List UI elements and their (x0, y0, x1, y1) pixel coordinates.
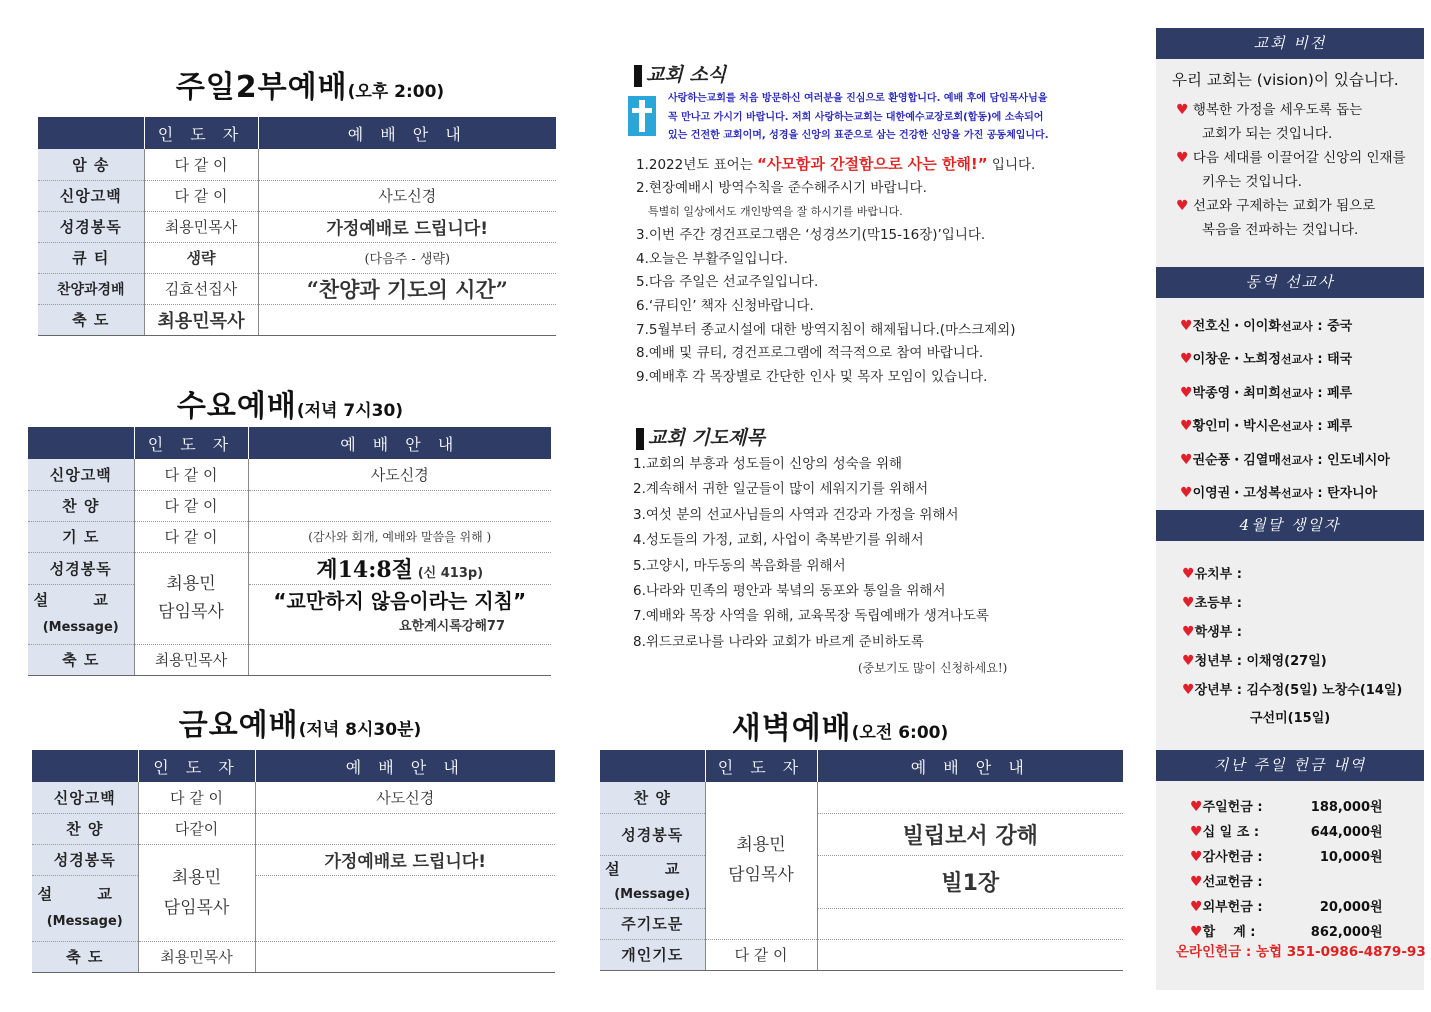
row-label: 찬 양 (28, 490, 134, 521)
list-item: 1.교회의 부흥과 성도들이 신앙의 성숙을 위해 (633, 456, 903, 472)
row-note (255, 875, 555, 941)
list-item (1190, 895, 1383, 920)
missionary-country: : 페루 (1312, 385, 1353, 401)
missionary-country: : 태국 (1312, 352, 1353, 368)
row-label: 암 송 (38, 149, 144, 180)
table-row (600, 939, 1123, 970)
list-item (1190, 820, 1383, 845)
row-leader: 생략 (144, 242, 258, 273)
heart-icon: ♥ (1180, 384, 1193, 401)
wednesday-time: (저녁 7시30) (296, 401, 404, 421)
leader-title: 담임목사 (163, 897, 230, 918)
heart-icon: ♥ (1190, 924, 1203, 940)
missionary-names: 권순풍・김열매 (1192, 452, 1281, 468)
row-note (258, 304, 556, 335)
row-note (817, 908, 1123, 939)
dawn-title (610, 703, 1070, 747)
heart-icon: ♥ (1180, 351, 1193, 368)
row-leader: 다 같 이 (134, 490, 248, 521)
list-item: 4.성도들의 가정, 교회, 사업이 축복받기를 위해서 (633, 532, 924, 549)
table-row (38, 273, 556, 304)
row-hymn (248, 552, 551, 584)
offering-list (1190, 795, 1383, 945)
row-sermon (248, 584, 551, 644)
birthday-heading: 4월달 생일자 (1156, 510, 1424, 541)
list-item (1182, 589, 1402, 618)
offering-label: 십 일 조 : (1202, 825, 1260, 840)
row-note (248, 490, 551, 521)
prayer-note: (중보기도 많이 신청하세요!) (858, 661, 1008, 675)
vision-intro: 우리 교회는 (vision)이 있습니다. (1172, 71, 1399, 89)
offering-amount: 862,000원 (1310, 925, 1383, 940)
missionary-country: : 페루 (1312, 419, 1353, 435)
list-item: 2.계속해서 귀한 일군들이 많이 세워지기를 위해서 (633, 481, 929, 498)
col-header-leader: 인 도 자 (705, 750, 817, 782)
intro-line: 사랑하는교회를 처음 방문하신 여러분을 진심으로 환영합니다. 예배 후에 담임목사님을 (668, 93, 1048, 104)
table-row (28, 521, 551, 552)
list-item: 9.예배후 각 목장별로 간단한 인사 및 목자 모임이 있습니다. (636, 368, 988, 385)
offering-amount: 644,000원 (1310, 825, 1383, 840)
heart-icon: ♥ (1182, 653, 1195, 669)
birthday-list (1182, 560, 1402, 733)
row-leader: 다 같 이 (705, 939, 817, 970)
row-label: 신앙고백 (32, 782, 138, 813)
list-item (1180, 477, 1390, 510)
list-item (1190, 845, 1383, 870)
vision-heading: 교회 비전 (1156, 28, 1424, 59)
intro-line: 꼭 만나고 가시기 바랍니다. 저희 사랑하는교회는 대한예수교장로회(합동)에 소속되어 (668, 111, 1044, 123)
sermon-series: 요한계시록강해77 (399, 619, 505, 634)
dawn-title-text: 새벽예배 (731, 711, 852, 746)
row-label: 성경봉독 (38, 211, 144, 242)
list-item: 3.이번 주간 경건프로그램은 ‘성경쓰기(막15-16장)’입니다. (636, 227, 986, 244)
heart-icon: ♥ (1182, 682, 1195, 698)
col-header-blank (28, 427, 134, 459)
dawn-table (600, 750, 1123, 971)
list-item: 5.고양시, 마두동의 복음화를 위해서 (633, 557, 846, 574)
row-leader: 다 같 이 (134, 459, 248, 490)
list-item (1182, 618, 1402, 647)
row-leader: 최용민목사 (134, 644, 248, 675)
prayer-heading (636, 423, 765, 450)
list-item: 특별히 일상에서도 개인방역을 잘 하시기를 바랍니다. (648, 205, 903, 219)
heart-icon: ♥ (1190, 824, 1203, 840)
missionary-names: 황인미・박시은 (1192, 419, 1281, 435)
intro-line: 있는 건전한 교회이며, 성경을 신앙의 표준으로 삼는 건강한 신앙을 가진 공동체입니다. (668, 130, 1049, 141)
row-label: 성경봉독 (28, 552, 134, 584)
table-row (28, 490, 551, 521)
message-label: (Message) (46, 914, 123, 929)
row-leader: 최용민목사 (138, 941, 255, 972)
online-offering: 온라인헌금 : 농협 351-0986-4879-93 (1176, 944, 1426, 960)
row-note: 가정예배로 드립니다! (258, 211, 556, 242)
row-note (817, 939, 1123, 970)
wednesday-title (40, 381, 540, 425)
col-header-guide: 예 배 안 내 (255, 750, 555, 782)
row-note (255, 813, 555, 844)
row-note (248, 644, 551, 675)
news-item1-pre: 1.2022년도 표어는 (636, 157, 758, 173)
missionary-names: 박종영・최미희 (1192, 385, 1281, 401)
list-item: 3.여섯 분의 선교사님들의 사역과 건강과 가정을 위해서 (633, 506, 959, 523)
list-item (1176, 98, 1406, 122)
missionary-country: : 탄자니아 (1312, 486, 1378, 502)
missionary-list (1180, 310, 1390, 510)
leader-title: 담임목사 (158, 602, 224, 622)
missionary-role: 선교사 (1280, 420, 1313, 434)
row-label: 성경봉독 (600, 813, 705, 855)
row-label: 신앙고백 (38, 180, 144, 211)
missionary-role: 선교사 (1280, 487, 1313, 501)
offering-label: 감사헌금 : (1202, 850, 1263, 865)
row-leader: 최용민목사 (144, 211, 258, 242)
row-label (28, 584, 134, 644)
news-intro (668, 90, 1108, 146)
offering-amount: 10,000원 (1319, 850, 1383, 865)
hymn-text: 계14:8절 (316, 556, 413, 583)
news-list (636, 153, 1035, 389)
list-item: 5.다음 주일은 선교주일입니다. (636, 274, 819, 291)
table-row (600, 813, 1123, 855)
news-motto: “사모함과 간절함으로 사는 한해!” (757, 155, 988, 173)
news-item1-post: 입니다. (987, 157, 1036, 173)
table-row (38, 211, 556, 242)
vision-line: 다음 세대를 이끌어갈 신앙의 인재를 (1192, 150, 1406, 166)
list-item (1180, 310, 1390, 343)
row-leader (134, 552, 248, 644)
row-leader: 다같이 (138, 813, 255, 844)
list-item (636, 153, 1035, 177)
sunday-title-text: 주일2부예배 (175, 70, 348, 105)
row-leader: 다 같 이 (144, 180, 258, 211)
heading-bar (634, 65, 642, 87)
list-item (1182, 560, 1402, 589)
table-row (28, 552, 551, 584)
row-leader: 다 같 이 (134, 521, 248, 552)
list-item (1190, 795, 1383, 820)
row-note (258, 149, 556, 180)
heart-icon: ♥ (1180, 485, 1193, 502)
col-header-leader: 인 도 자 (138, 750, 255, 782)
offering-label: 외부헌금 : (1202, 900, 1263, 915)
leader-name: 최용민 (736, 835, 786, 856)
row-leader: 다 같 이 (144, 149, 258, 180)
list-item (1182, 676, 1402, 705)
missionary-heading: 동역 선교사 (1156, 267, 1424, 298)
row-label: 주기도문 (600, 908, 705, 939)
birthday-line: 청년부 : 이채영(27일) (1194, 654, 1327, 669)
list-item: 8.위드코로나를 나라와 교회가 바르게 준비하도록 (633, 633, 924, 650)
wednesday-title-text: 수요예배 (176, 389, 297, 424)
heart-icon: ♥ (1190, 849, 1203, 865)
news-heading (634, 60, 726, 87)
table-row (38, 149, 556, 180)
wednesday-table (28, 427, 551, 676)
friday-table (32, 750, 555, 973)
birthday-line: 초등부 : (1194, 596, 1242, 611)
row-note: 사도신경 (255, 782, 555, 813)
heart-icon: ♥ (1190, 899, 1203, 915)
list-item: 구선미(15일) (1250, 711, 1331, 726)
row-note: (감사와 회개, 예배와 말씀을 위해 ) (248, 521, 551, 552)
row-note: 사도신경 (258, 180, 556, 211)
list-item: 4.오늘은 부활주일입니다. (636, 250, 788, 267)
heart-icon: ♥ (1182, 624, 1195, 640)
row-leader: 김효선집사 (144, 273, 258, 304)
missionary-names: 전호신・이이화 (1192, 319, 1281, 334)
heart-icon: ♥ (1190, 799, 1203, 815)
row-note: “찬양과 기도의 시간” (258, 273, 556, 304)
prayer-heading-text: 교회 기도제목 (648, 427, 765, 449)
list-item: 교회가 되는 것입니다. (1202, 126, 1333, 142)
vision-line: 선교와 구제하는 교회가 됨으로 (1192, 198, 1376, 214)
row-leader (705, 782, 817, 939)
message-label: (Message) (42, 620, 119, 635)
missionary-role: 선교사 (1280, 353, 1313, 367)
row-label (600, 855, 705, 908)
list-item: 8.예배 및 큐티, 경건프로그램에 적극적으로 참여 바랍니다. (636, 345, 984, 362)
row-note: 사도신경 (248, 459, 551, 490)
col-header-blank (38, 117, 144, 149)
dawn-time: (오전 6:00) (851, 723, 949, 743)
heart-icon: ♥ (1190, 874, 1203, 890)
table-row (38, 180, 556, 211)
leader-name: 최용민 (166, 574, 216, 594)
table-row (38, 304, 556, 335)
offering-label: 선교헌금 : (1202, 875, 1263, 890)
col-header-guide: 예 배 안 내 (817, 750, 1123, 782)
missionary-role: 선교사 (1280, 453, 1313, 467)
table-row (600, 782, 1123, 813)
table-row (28, 459, 551, 490)
birthday-line: 유치부 : (1194, 567, 1242, 582)
row-note: 가정예배로 드립니다! (255, 844, 555, 875)
table-row (28, 584, 551, 644)
row-note: 빌립보서 강해 (817, 813, 1123, 855)
table-row (32, 844, 555, 875)
row-label: 기 도 (28, 521, 134, 552)
prayer-list (633, 452, 989, 655)
offering-amount: 20,000원 (1319, 900, 1383, 915)
table-row (38, 242, 556, 273)
list-item (1180, 377, 1390, 410)
table-row (600, 908, 1123, 939)
row-label: 개인기도 (600, 939, 705, 970)
row-label: 성경봉독 (32, 844, 138, 875)
col-header-guide: 예 배 안 내 (258, 117, 556, 149)
list-item (1180, 343, 1390, 376)
row-label (32, 875, 138, 941)
heart-icon: ♥ (1182, 595, 1195, 611)
sermon-label: 설 교 (605, 859, 700, 878)
heart-icon: ♥ (1180, 451, 1193, 468)
heart-icon: ♥ (1180, 418, 1193, 435)
col-header-leader: 인 도 자 (134, 427, 248, 459)
table-row (32, 782, 555, 813)
leader-name: 최용민 (171, 867, 222, 888)
heading-bar (636, 428, 644, 450)
cross-icon (628, 96, 656, 136)
list-item: 6.나라와 민족의 평안과 북녘의 동포와 통일을 위해서 (633, 582, 946, 599)
list-item (1182, 647, 1402, 676)
row-label: 축 도 (38, 304, 144, 335)
vision-line: 행복한 가정을 세우도록 돕는 (1192, 102, 1363, 118)
list-item (1176, 194, 1406, 218)
friday-time: (저녁 8시30분) (298, 720, 422, 740)
list-item: 7.5월부터 종교시설에 대한 방역지침이 해제됩니다.(마스크제외) (636, 321, 1016, 338)
missionary-names: 이영권・고성복 (1192, 486, 1281, 502)
sermon-label: 설 교 (33, 591, 128, 609)
list-item (1180, 410, 1390, 443)
sermon-label: 설 교 (37, 885, 132, 903)
missionary-role: 선교사 (1280, 320, 1313, 333)
message-label: (Message) (614, 886, 691, 902)
row-note (255, 941, 555, 972)
friday-title (50, 700, 550, 744)
birthday-line: 학생부 : (1194, 625, 1242, 640)
vision-list (1176, 98, 1406, 242)
sermon-title: “교만하지 않음이라는 지침” (273, 589, 527, 613)
heart-icon: ♥ (1182, 566, 1195, 582)
col-header-leader: 인 도 자 (144, 117, 258, 149)
row-leader: 최용민목사 (144, 304, 258, 335)
heart-icon: ♥ (1180, 318, 1193, 334)
list-item: 7.예배와 목장 사역을 위해, 교육목장 독립예배가 생겨나도록 (633, 608, 989, 625)
friday-title-text: 금요예배 (178, 708, 299, 743)
leader-title: 담임목사 (728, 865, 794, 886)
birthday-line: 장년부 : 김수정(5일) 노창수(14일) (1194, 683, 1403, 698)
missionary-role: 선교사 (1280, 386, 1313, 400)
sunday-title (60, 62, 560, 106)
row-leader (138, 844, 255, 941)
table-row (28, 644, 551, 675)
missionary-country: : 인도네시아 (1312, 452, 1390, 468)
sunday-time: (오후 2:00) (347, 82, 445, 102)
table-row (32, 813, 555, 844)
list-item: 6.‘큐티인’ 책자 신청바랍니다. (636, 297, 814, 314)
row-note: (다음주 - 생략) (258, 242, 556, 273)
hymn-ref: (신 413p) (417, 565, 484, 581)
missionary-names: 이창운・노희정 (1192, 352, 1281, 368)
col-header-blank (600, 750, 705, 782)
list-item (1180, 444, 1390, 477)
table-row (32, 875, 555, 941)
news-heading-text: 교회 소식 (646, 64, 727, 86)
row-label: 찬 양 (600, 782, 705, 813)
heart-icon: ♥ (1176, 150, 1189, 166)
list-item: 키우는 것입니다. (1202, 174, 1302, 190)
row-label: 축 도 (28, 644, 134, 675)
offering-heading: 지난 주일 헌금 내역 (1156, 750, 1424, 781)
table-row (600, 855, 1123, 908)
heart-icon: ♥ (1176, 102, 1189, 118)
row-label: 신앙고백 (28, 459, 134, 490)
sunday-table (38, 117, 556, 336)
missionary-country: : 중국 (1312, 319, 1353, 334)
offering-label: 주일헌금 : (1202, 800, 1263, 815)
col-header-blank (32, 750, 138, 782)
table-row (32, 941, 555, 972)
row-leader: 다 같 이 (138, 782, 255, 813)
list-item (1190, 870, 1383, 895)
list-item (1176, 146, 1406, 170)
col-header-guide: 예 배 안 내 (248, 427, 551, 459)
row-label: 큐 티 (38, 242, 144, 273)
row-label: 찬 양 (32, 813, 138, 844)
heart-icon: ♥ (1176, 198, 1189, 214)
offering-amount: 188,000원 (1310, 800, 1383, 815)
row-label: 찬양과경배 (38, 273, 144, 304)
list-item: 2.현장예배시 방역수칙을 준수해주시기 바랍니다. (636, 179, 927, 196)
row-label: 축 도 (32, 941, 138, 972)
offering-label: 합 계 : (1202, 925, 1256, 940)
row-note: 빌1장 (817, 855, 1123, 908)
list-item: 복음을 전파하는 것입니다. (1202, 222, 1359, 238)
row-note (817, 782, 1123, 813)
